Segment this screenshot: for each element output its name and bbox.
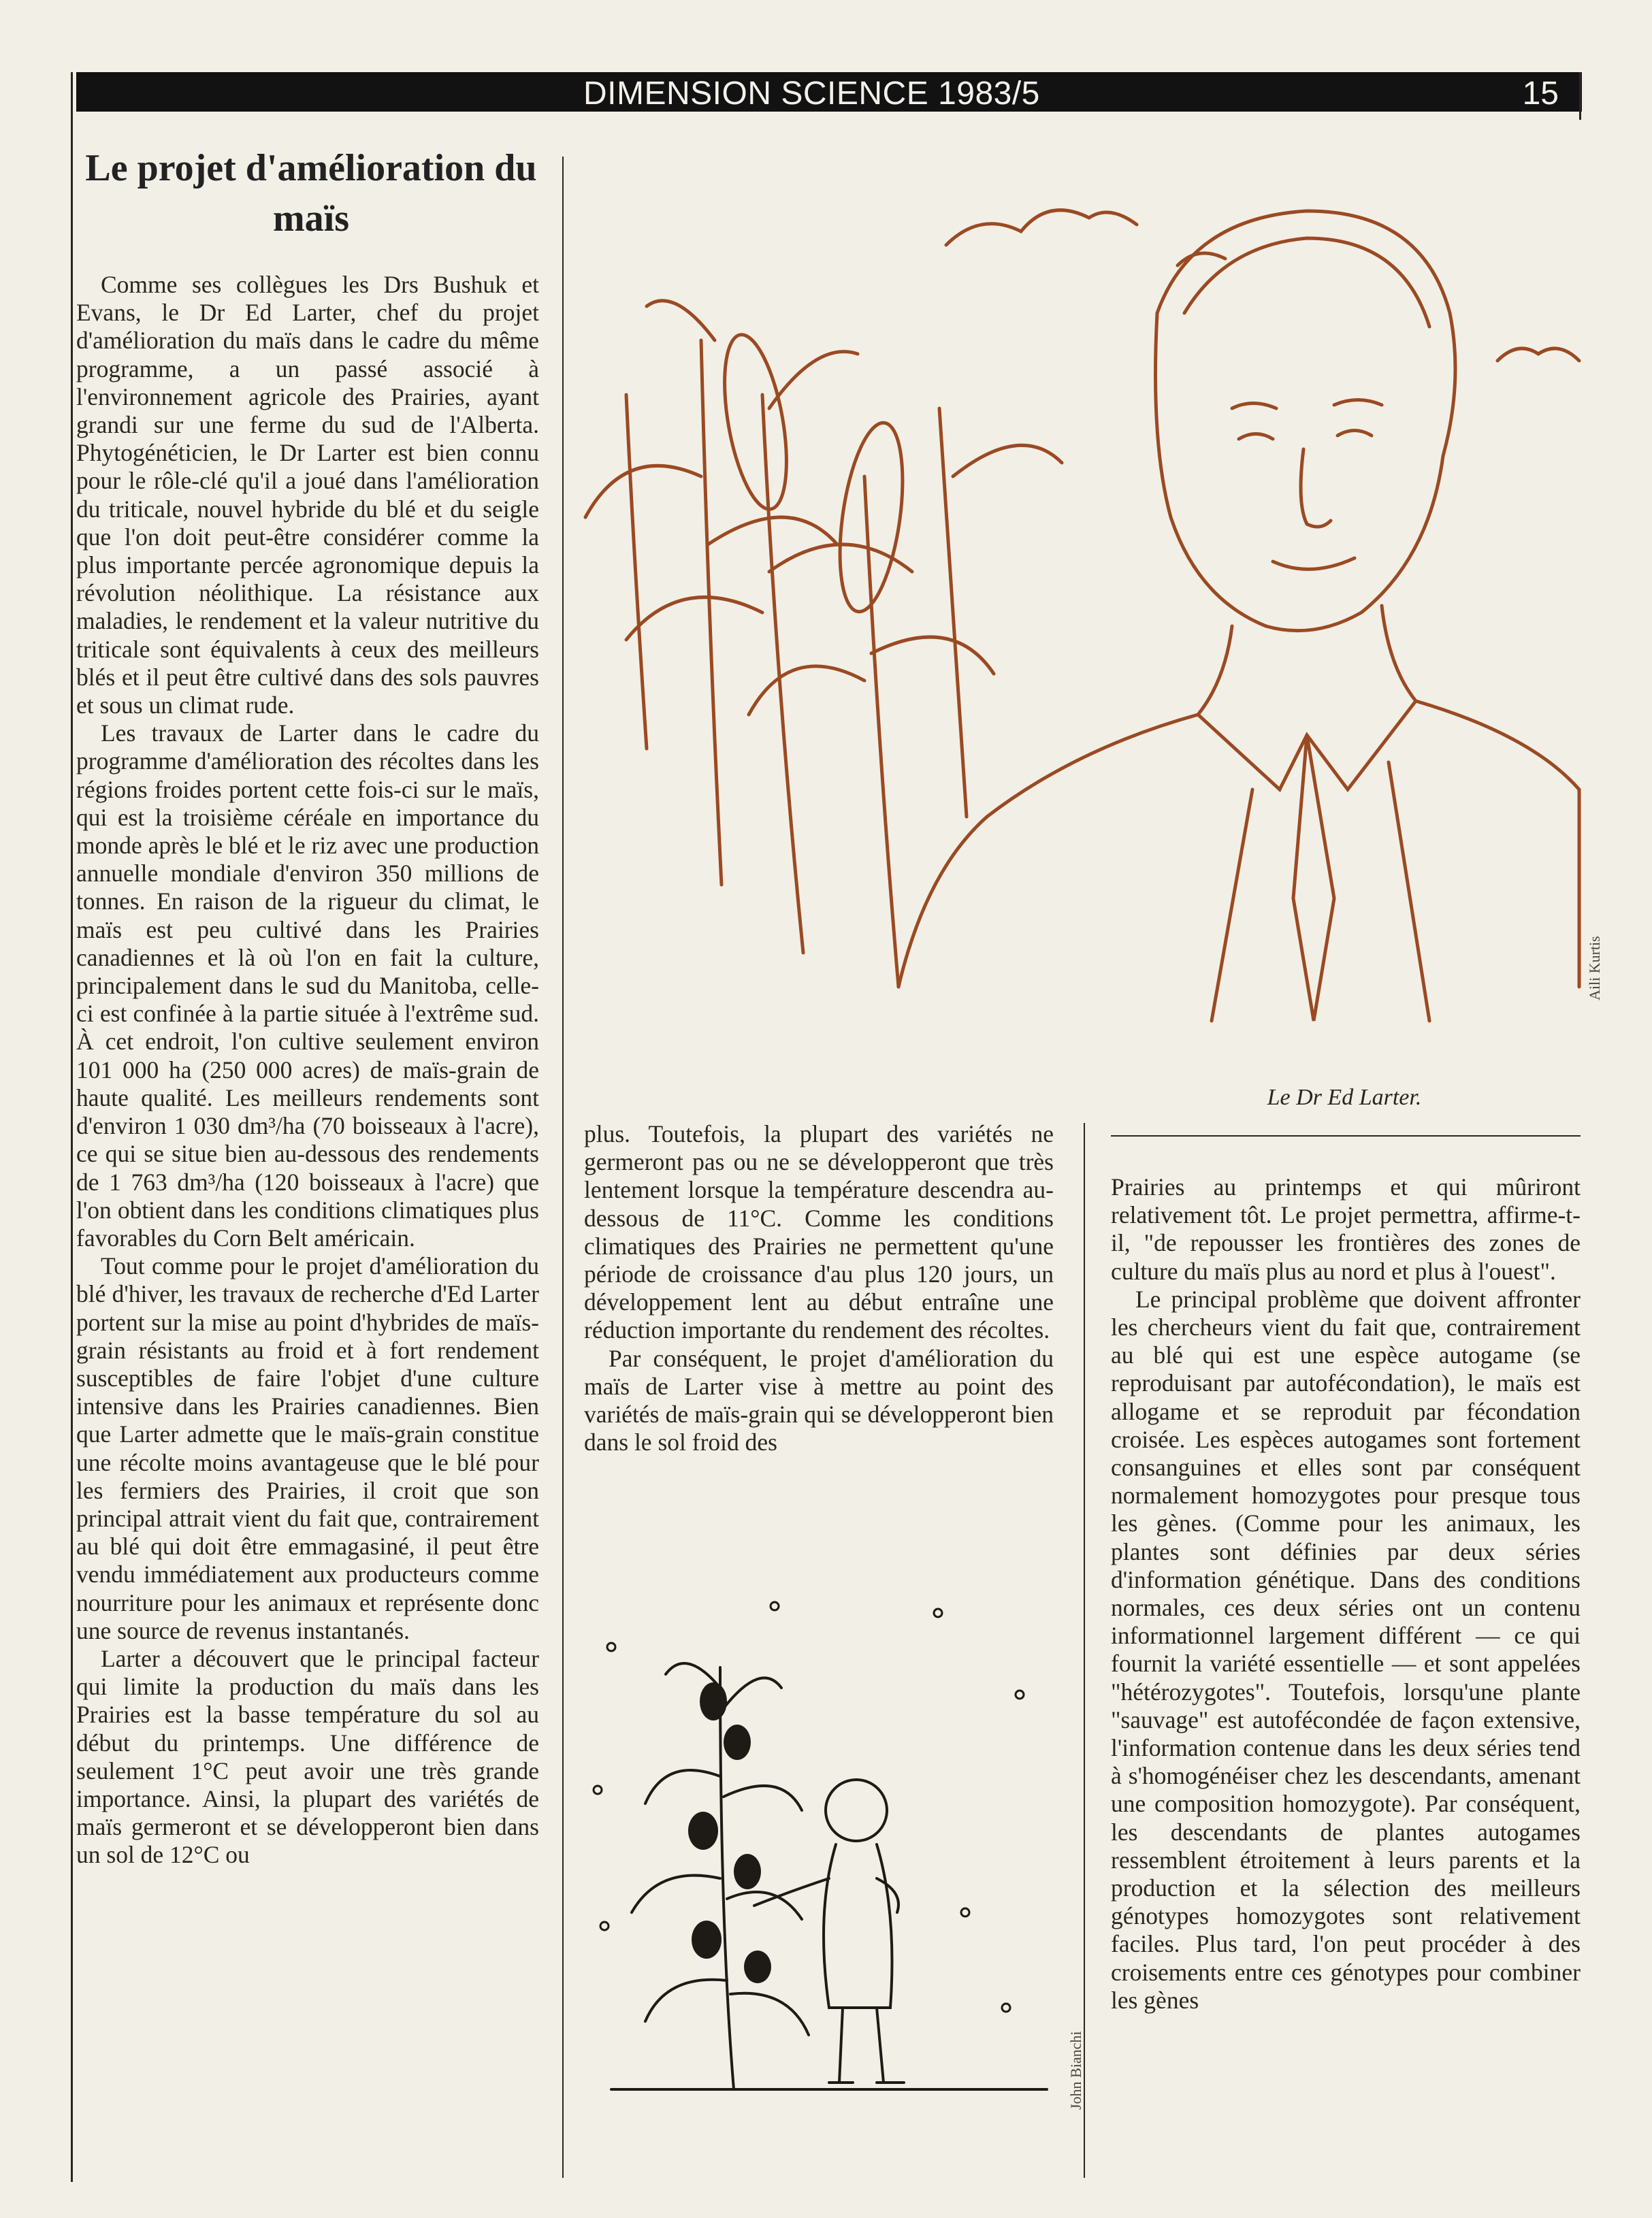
portrait-caption: Le Dr Ed Larter. [1267, 1085, 1422, 1110]
mouth-shape [1273, 558, 1355, 569]
cartoon-illustration [584, 1586, 1060, 2117]
snowflake-shape [934, 1609, 942, 1617]
corn-leaf-shape [708, 517, 837, 544]
running-header [76, 72, 1582, 112]
plant-leaf-shape [645, 1770, 802, 1810]
corn-leaf-shape [749, 666, 864, 715]
caption-rule [1111, 1135, 1581, 1137]
snowflake-shape [961, 1908, 969, 1917]
article-title: Le projet d'amélioration du maïs [85, 147, 537, 240]
paragraph: Tout comme pour le projet d'amélioration du blé d'hiver, les travaux de recherche d'Ed Larter portent sur la mise au point d'hybrides de maïs-grain résistants au froid et à fort rendement susceptibles de faire l'objet d'une culture intensive dans les Prairies canadiennes. Bien que Larter admette que le maïs-grain constitue une récolte moins avantageuse que le blé pour les fermiers des Prairies, il croit que son principal attrait vient du fait que, contrairement au blé qui doit être emmagasiné, il peut être vendu immédiatement aux producteurs comme nourriture pour les animaux et représente donc une source de revenus instantanés. [76, 1252, 539, 1644]
corn-ear-shape [713, 330, 798, 514]
cloud-shape [946, 210, 1137, 245]
paragraph: Prairies au printemps et qui mûriront relativement tôt. Le projet permettra, affirme-t-il, "de repousser les frontières des zones de culture du maïs plus au nord et plus à l'ouest". [1111, 1173, 1581, 1285]
snowflake-shape [1002, 2004, 1010, 2012]
jacket-left-shape [898, 715, 1198, 987]
corn-leaf-shape [769, 352, 858, 408]
page-number: 15 [1522, 76, 1559, 112]
person-leg-shape [839, 2008, 884, 2083]
snowflake-shape [771, 1602, 779, 1610]
paragraph: plus. Toutefois, la plupart des variétés ne germeront pas ou ne se développeront que très lentement lorsque la température descendra au-dessous de 11°C. Comme les conditions climatiques des Prairies ne permettent qu'une période de croissance d'au plus 120 jours, un développement lent au début entraîne une réduction importante du rendement des récoltes. [584, 1120, 1054, 1344]
column-1 [76, 271, 539, 1870]
neck-shape [1198, 606, 1416, 715]
column-rule-2 [1084, 1123, 1085, 2178]
cloud-shape [1497, 348, 1579, 361]
person-coat-shape [824, 1844, 892, 2008]
corn-leaf-shape [953, 445, 1062, 476]
right-border-rule [1579, 72, 1581, 120]
corn-stalk-shape [626, 395, 647, 749]
snowflake-shape [1016, 1691, 1024, 1699]
corn-leaf-shape [585, 466, 701, 517]
eye-shape [1239, 431, 1372, 440]
corn-leaf-shape [871, 637, 994, 674]
paragraph: Comme ses collègues les Drs Bushuk et Evans, le Dr Ed Larter, chef du projet d'amélioration du maïs dans le cadre du même programme, a un passé associé à l'environnement agricole des Prairies, ayant grandi sur une ferme du sud de l'Alberta. Phytogénéticien, le Dr Larter est bien connu pour le rôle-clé qu'il a joué dans l'amélioration du triticale, nouvel hybride du blé et du seigle que l'on doit peut-être considérer comme la plus importante percée agronomique depuis la révolution néolithique. La résistance aux maladies, le rendement et la valeur nutritive du triticale sont équivalents à ceux des meilleurs blés et il peut être cultivé dans des sols pauvres et sous un climat rude. [76, 271, 539, 719]
person-head-shape [826, 1780, 887, 1841]
frozen-ear-shape [734, 1854, 761, 1889]
corn-leaf-shape [626, 598, 762, 640]
corn-leaf-shape [647, 301, 715, 340]
jacket-right-shape [1416, 701, 1579, 987]
portrait-credit: Aili Kurtis [1586, 936, 1603, 1000]
paragraph: Larter a découvert que le principal facteur qui limite la production du maïs dans les Prairies est la basse température du sol au début du printemps. Une différence de seulement 1°C peut avoir une très grande importance. Ainsi, la plupart des variétés de maïs germeront et se développeront bien dans un sol de 12°C ou [76, 1644, 539, 1869]
column-2 [584, 1120, 1054, 1456]
left-border-rule [71, 72, 73, 2182]
snowflake-shape [594, 1786, 602, 1794]
frozen-ear-shape [724, 1725, 751, 1760]
frozen-ear-shape [744, 1951, 771, 1983]
hair-line-shape [1184, 238, 1429, 327]
corn-stalk-shape [701, 340, 722, 885]
snowflake-shape [600, 1922, 609, 1930]
paragraph: Par conséquent, le projet d'amélioration du maïs de Larter vise à mettre au point des variétés de maïs-grain qui se développeront bien dans le sol froid des [584, 1344, 1054, 1456]
tie-shape [1293, 735, 1334, 1021]
eyebrow-shape [1232, 400, 1382, 409]
frozen-ear-shape [688, 1812, 718, 1850]
paragraph: Les travaux de Larter dans le cadre du programme d'amélioration des récoltes dans les régions froides portent cette fois-ci sur le maïs, qui est la troisième céréale en importance du monde après le blé et le riz avec une production annuelle mondiale d'environ 350 millions de tonnes. En raison de la rigueur du climat, le maïs est peu cultivé dans les Prairies canadiennes et là où l'on en fait la culture, principalement dans le sud du Manitoba, celle-ci est confinée à la partie située à l'extrême sud. À cet endroit, l'on cultive seulement environ 101 000 ha (250 000 acres) de maïs-grain de haute qualité. Les meilleurs rendements sont d'environ 1 030 dm³/ha (70 boisseaux à l'acre), ce qui se situe bien au-dessous des rendements de 1 763 dm³/ha (120 boisseaux à l'acre) que l'on obtient dans les conditions climatiques plus favorables du Corn Belt américain. [76, 719, 539, 1252]
frozen-ear-shape [692, 1921, 722, 1959]
cartoon-credit: John Bianchi [1067, 2031, 1084, 2110]
frozen-ear-shape [700, 1682, 727, 1720]
snowflake-shape [607, 1643, 615, 1651]
portrait-illustration [545, 136, 1600, 1069]
paragraph: Le principal problème que doivent affronter les chercheurs vient du fait que, contrairement au blé qui est une espèce autogame (se reproduisant par autofécondation), le maïs est allogame et se reproduit par fécondation croisée. Les espèces autogames sont fortement consanguines et elles sont par conséquent normalement homozygotes pour presque tous les gènes. (Comme pour les animaux, les plantes sont définies par deux séries d'information génétique. Dans des conditions normales, ces deux séries ont un contenu informationnel largement différent — ce qui fournit la variété essentielle — et sont appelées "hétérozygotes". Toutefois, lorsqu'une plante "sauvage" est autofécondée de façon extensive, l'information contenue dans les deux séries tend à s'homogénéiser chez les descendants, amenant une composition homozygote). Par conséquent, les descendants de plantes autogames ressemblent étroitement à leurs parents et la production et la sélection des meilleurs génotypes homozygotes sont relativement faciles. Plus tard, l'on peut procéder à des croisements entre ces génotypes pour combiner les gènes [1111, 1285, 1581, 2014]
column-3 [1111, 1173, 1581, 2015]
nose-shape [1301, 449, 1331, 527]
magazine-title: DIMENSION SCIENCE 1983/5 [583, 76, 1040, 112]
